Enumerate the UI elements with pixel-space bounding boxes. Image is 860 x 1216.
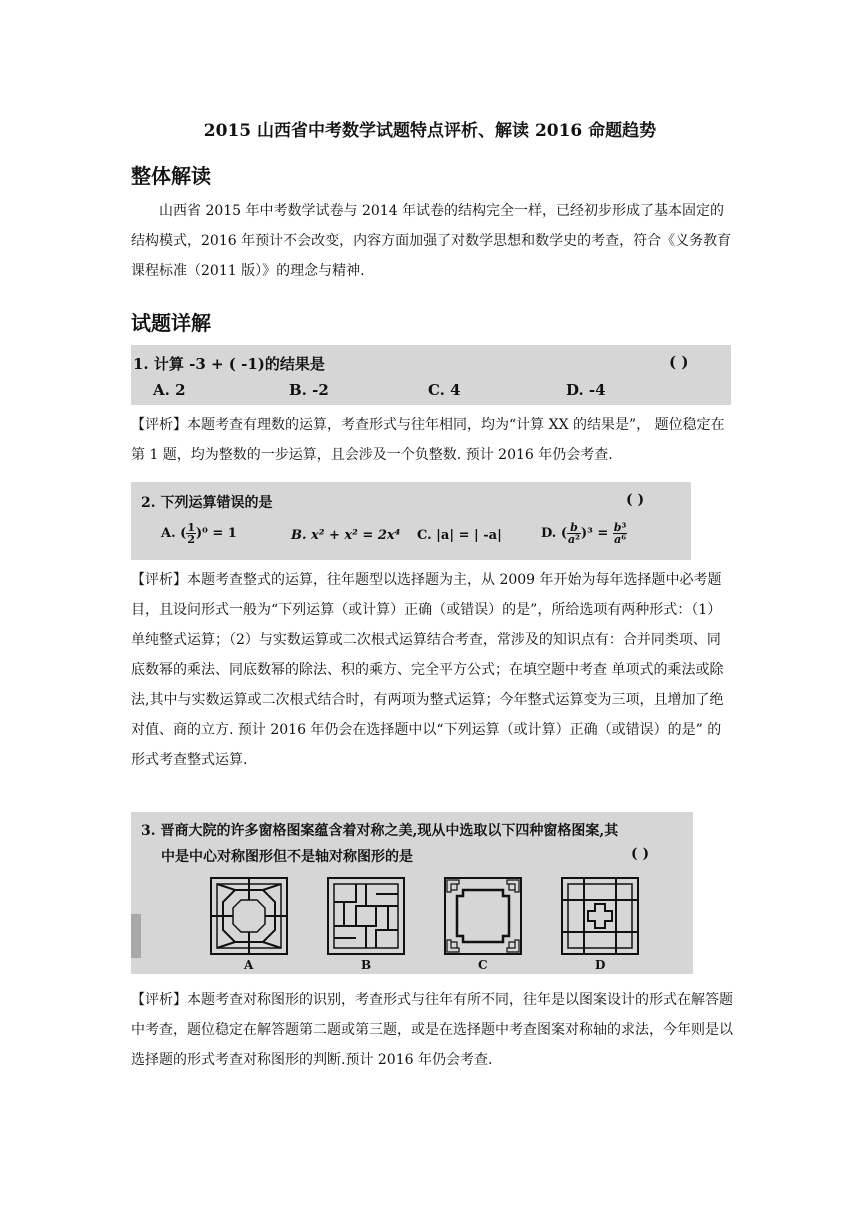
question-2-option-c: C. |a| = | -a| [417,528,502,543]
window-label-d: D [595,958,606,972]
window-label-a: A [244,958,254,972]
question-2-option-d: D. ( $\frac{b}{\text{a²}}$ )³ = $\frac{\text{b³}}{\text{a⁶}}$ [541,521,627,546]
question-2-option-a-tail: ⁰ = 1 [202,526,237,541]
window-pattern-a [209,876,289,956]
overview-heading: 整体解读 [131,164,211,188]
window-pattern-b [326,876,406,956]
question-2-option-a-label: A. [161,526,176,541]
window-pattern-c [443,876,523,956]
question-1-box [131,345,731,405]
fraction-b3-over-a6: $\frac{\text{b³}}{\text{a⁶}}$ [613,521,627,546]
question-3-analysis: 【评析】本题考查对称图形的识别，考查形式与往年有所不同，往年是以图案设计的形式在解答题中考查，题位稳定在解答题第二题或第三题，或是在选择题中考查图案对称轴的求法，今年则是以选择题的形式考查对称图形的判断.预计 2016 年仍会考查. [131,992,733,1068]
detail-heading: 试题详解 [131,311,211,335]
window-pattern-d [560,876,640,956]
question-1-option-c: C. 4 [428,381,461,399]
window-label-b: B [361,958,372,972]
question-3-paren: ( ) [631,846,650,862]
question-2-option-a: A. ( $\frac{1}{2}$ )⁰ = 1 [161,521,237,546]
page-title: 2015 山西省中考数学试题特点评析、解读 2016 命题趋势 [203,121,657,141]
scan-edge-mark [131,914,141,958]
fraction-b-over-a2: $\frac{b}{\text{a²}}$ [568,521,580,546]
question-2-box [131,482,691,560]
question-1-option-d: D. -4 [566,381,606,399]
overview-paragraph: 山西省 2015 年中考数学试卷与 2014 年试卷的结构完全一样，已经初步形成了基本固定的结构模式，2016 年预计不会改变，内容方面加强了对数学思想和数学史的考查，符合《义务教育课程标准（2011 版）》的理念与精神. [131,203,732,279]
question-2-paren: ( ) [626,492,645,508]
question-1-analysis: 【评析】本题考查有理数的运算，考查形式与往年相同，均为“计算 XX 的结果是”， 题位稳定在第 1 题，均为整数的一步运算，且会涉及一个负整数. 预计 2016 年仍会考查. [131,417,725,463]
question-3-box [131,812,693,974]
question-2-stem: 2. 下列运算错误的是 [141,495,273,511]
question-3-stem-line2: 中是中心对称图形但不是轴对称图形的是 [161,849,413,865]
question-1-option-b: B. -2 [289,381,329,399]
question-1-paren: ( ) [669,353,689,371]
question-1-option-a: A. 2 [153,381,186,399]
question-2-option-b: B. x² + x² = 2x⁴ [291,528,401,543]
question-2-analysis: 【评析】本题考查整式的运算，往年题型以选择题为主，从 2009 年开始为每年选择题中必考题目，且设问形式一般为“下列运算（或计算）正确（或错误）的是”，所给选项有两种形式：（1）单纯整式运算；（2）与实数运算或二次根式运算结合考查，常涉及的知识点有：合并同类项、同底数幂的乘法、同底数幂的除法、积的乘方、完全平方公式；在填空题中考查 单项式的乘法或除法,其中与实数运算或二次根式结合时，有两项为整式运算；今年整式运算变为三项，且增加了绝对值、商的立方. 预计 2016 年仍会在选择题中以“下列运算（或计算）正确（或错误）的是” 的形式考查整式运算. [131,572,724,768]
question-2-option-d-label: D. [541,526,557,541]
fraction-one-half: $\frac{1}{2}$ [187,521,195,546]
question-1-stem: 1. 计算 -3 + ( -1)的结果是 [133,355,325,373]
window-label-c: C [478,958,488,972]
question-3-stem-line1: 3. 晋商大院的许多窗格图案蕴含着对称之美,现从中选取以下四种窗格图案,其 [141,823,619,839]
